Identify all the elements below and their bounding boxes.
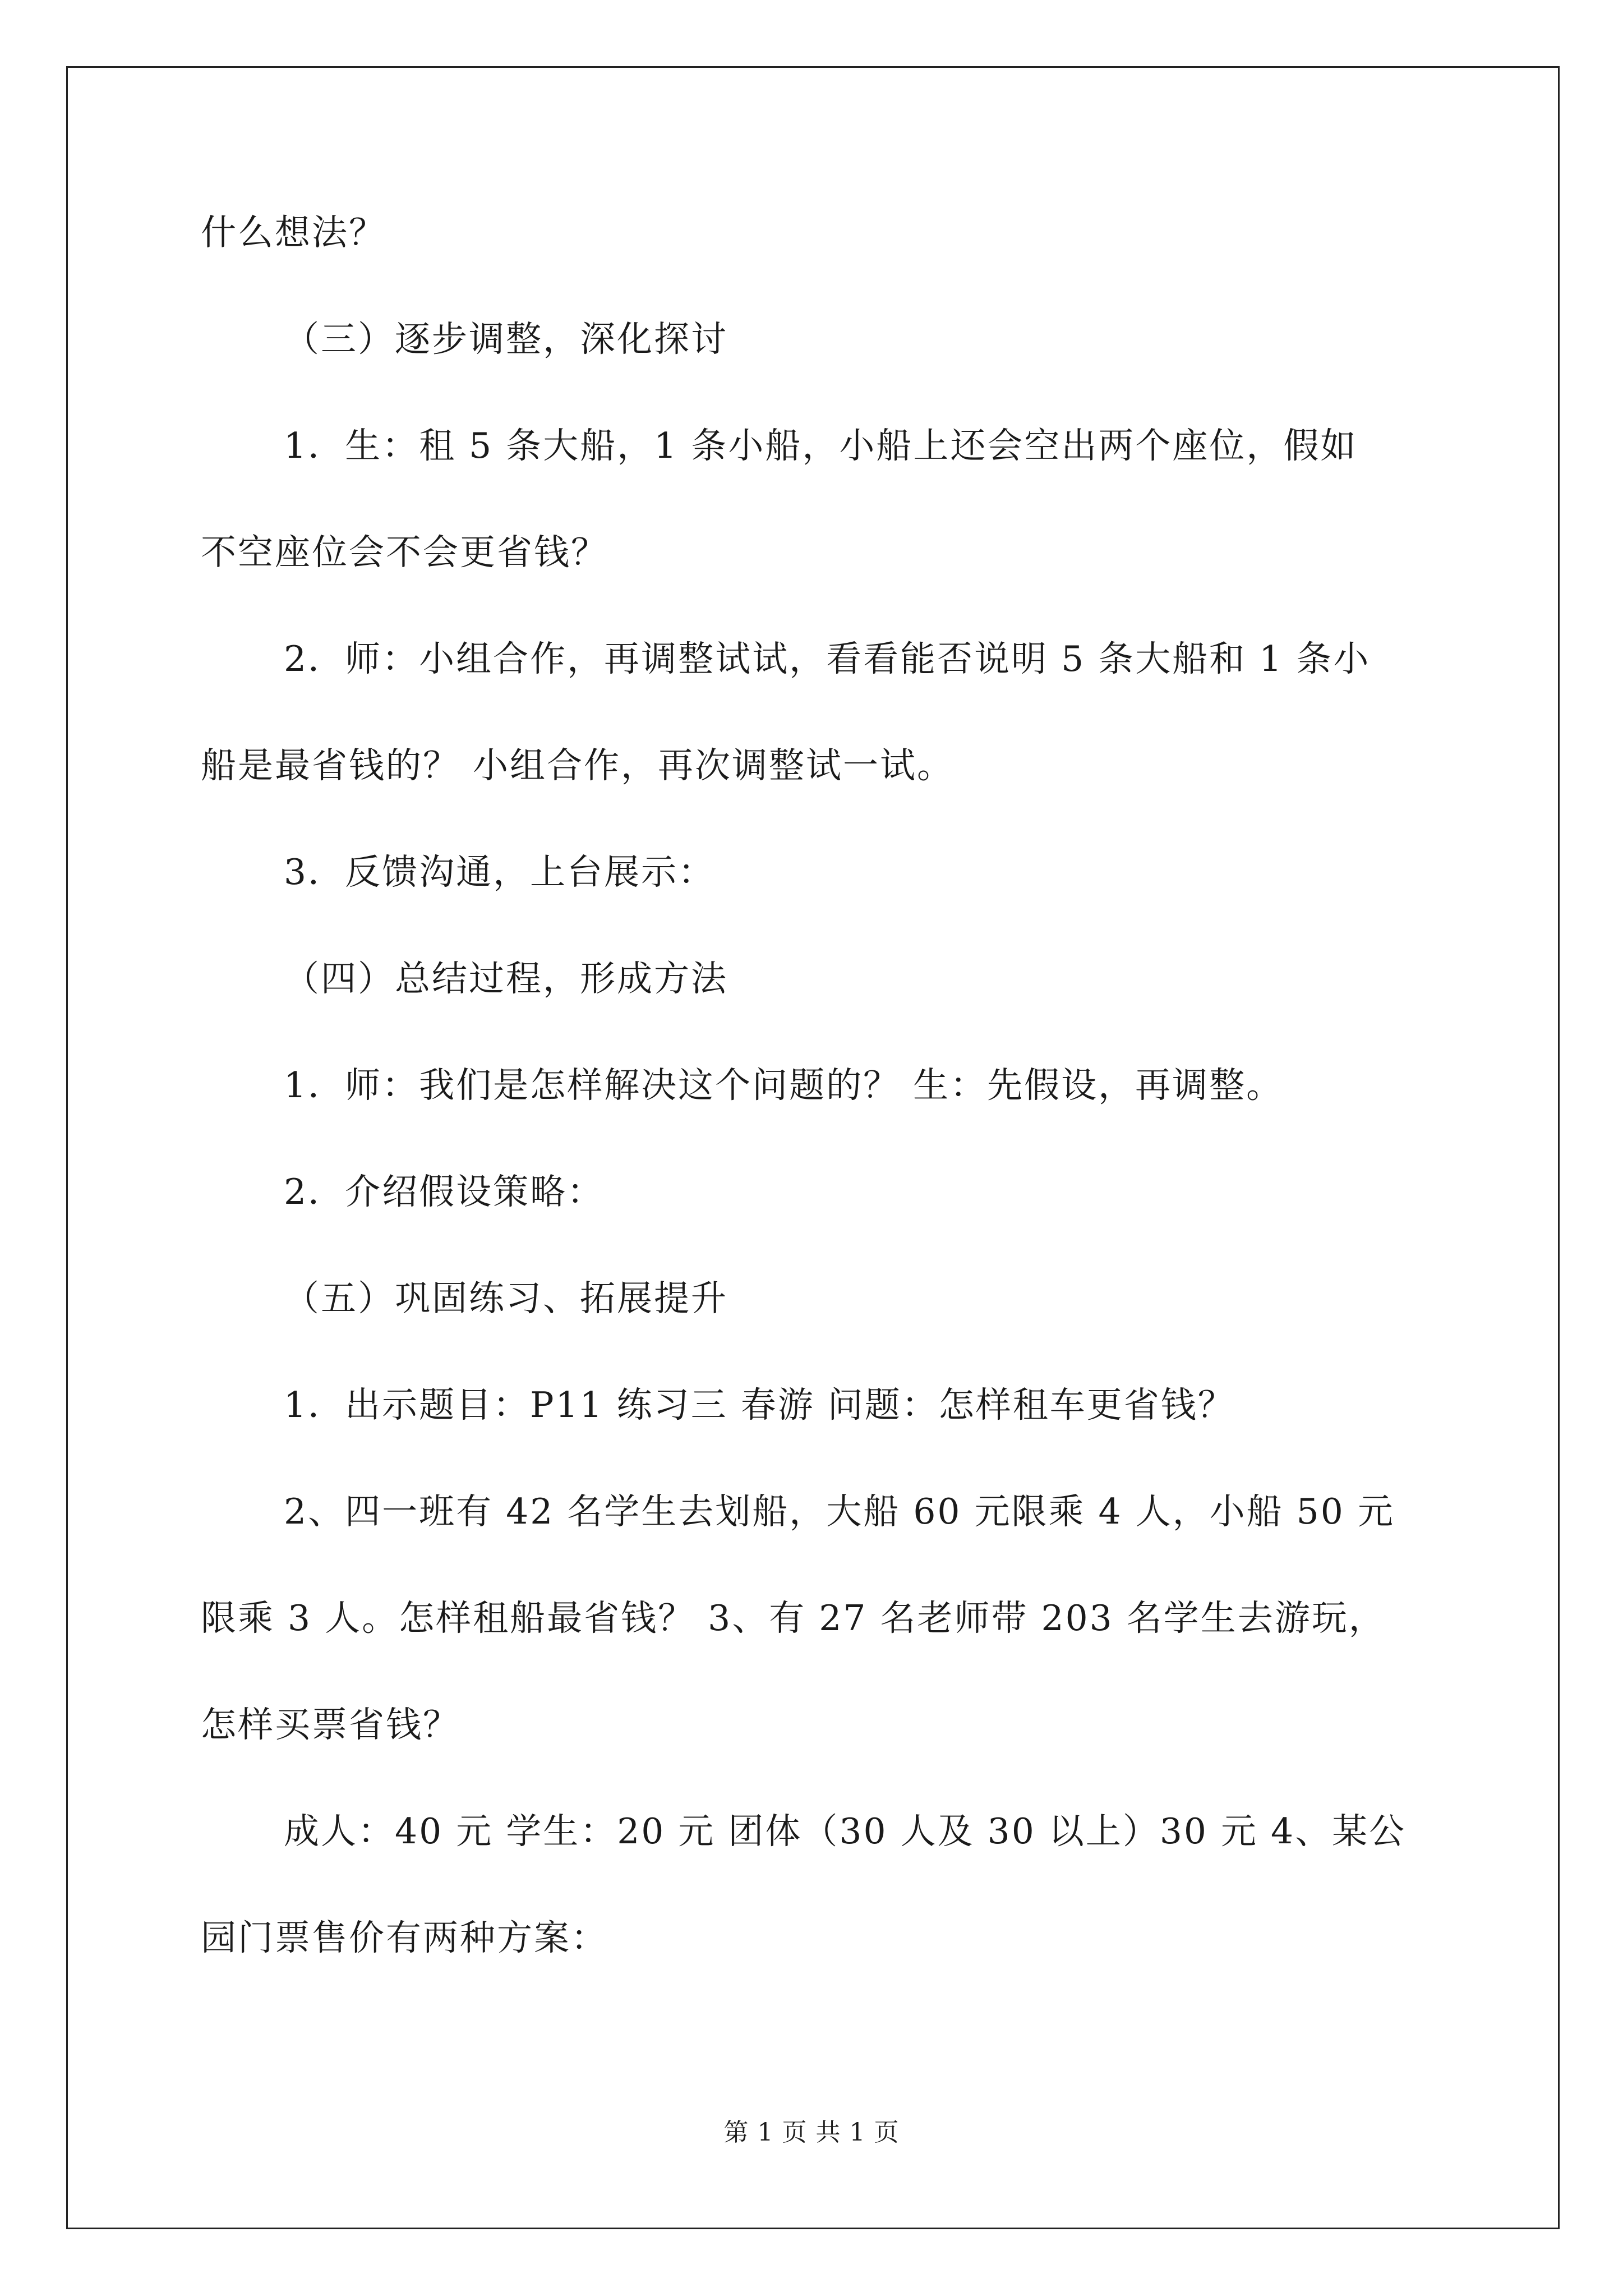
paragraph-line: 2．师：小组合作，再调整试试，看看能否说明 5 条大船和 1 条小: [284, 638, 1371, 679]
section-heading: （五）巩固练习、拓展提升: [284, 1278, 728, 1319]
page-border: [66, 66, 1560, 2229]
paragraph-line: 限乘 3 人。怎样租船最省钱？ 3、有 27 名老师带 203 名学生去游玩，: [201, 1598, 1386, 1639]
section-heading: （四）总结过程，形成方法: [284, 958, 728, 999]
page-footer: 第 1 页 共 1 页: [723, 2118, 900, 2147]
paragraph-line: 1．生：租 5 条大船，1 条小船，小船上还会空出两个座位，假如: [284, 425, 1358, 466]
paragraph-line: 2．介绍假设策略：: [284, 1171, 605, 1212]
section-heading: （三）逐步调整，深化探讨: [284, 319, 728, 360]
paragraph-line: 成人：40 元 学生：20 元 团体（30 人及 30 以上）30 元 4、某公: [284, 1811, 1407, 1852]
paragraph-line: 1．师：我们是怎样解决这个问题的？ 生：先假设，再调整。: [284, 1065, 1284, 1106]
paragraph-line: 1．出示题目：P11 练习三 春游 问题：怎样租车更省钱？: [284, 1384, 1235, 1425]
paragraph-line: 不空座位会不会更省钱？: [201, 532, 608, 573]
paragraph-line: 2、四一班有 42 名学生去划船，大船 60 元限乘 4 人，小船 50 元: [284, 1491, 1395, 1532]
paragraph-line: 园门票售价有两种方案：: [201, 1917, 608, 1958]
paragraph-line: 怎样买票省钱？: [201, 1704, 460, 1745]
paragraph-line: 什么想法？: [201, 212, 386, 253]
paragraph-line: 船是最省钱的？ 小组合作，再次调整试一试。: [201, 745, 955, 786]
paragraph-line: 3．反馈沟通，上台展示：: [284, 852, 716, 892]
